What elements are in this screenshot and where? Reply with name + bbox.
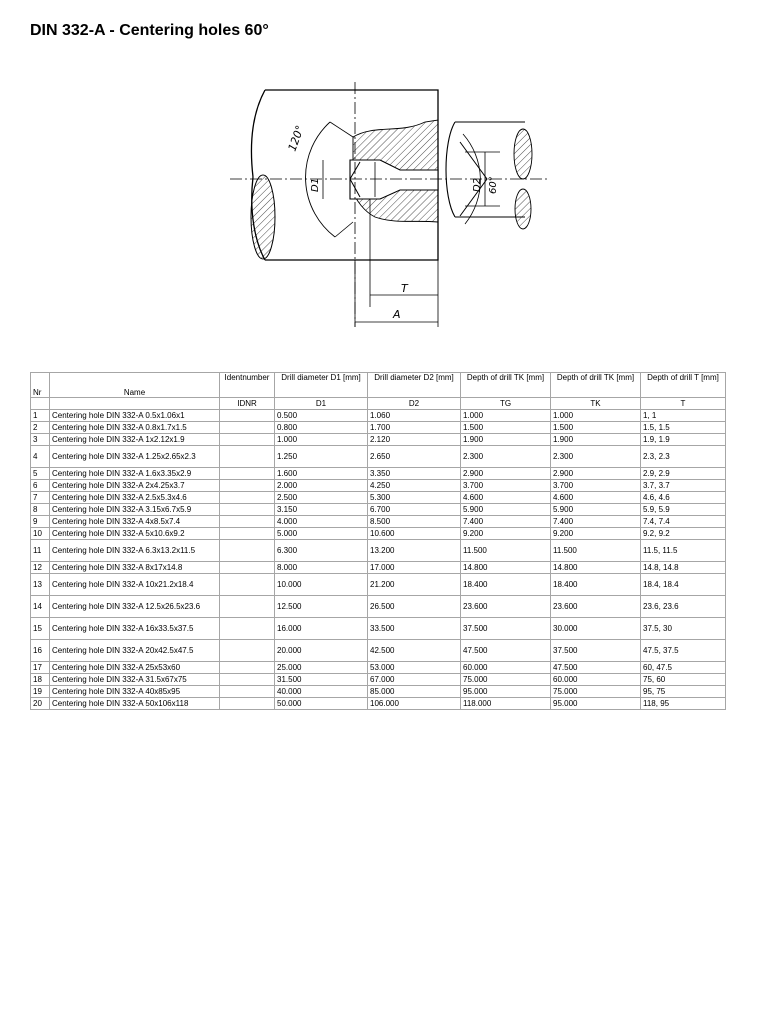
- cell-idnr: [220, 640, 275, 662]
- cell-idnr: [220, 468, 275, 480]
- cell-d1: 20.000: [275, 640, 368, 662]
- cell-d2: 21.200: [368, 574, 461, 596]
- cell-name: Centering hole DIN 332-A 3.15x6.7x5.9: [50, 504, 220, 516]
- table-row: [31, 640, 726, 662]
- cell-tg: 47.500: [461, 640, 551, 662]
- table-row: [31, 698, 726, 710]
- cell-tk: 1.900: [551, 434, 641, 446]
- cell-tk: 4.600: [551, 492, 641, 504]
- cell-name: Centering hole DIN 332-A 25x53x60: [50, 662, 220, 674]
- cell-t: 18.4, 18.4: [641, 574, 726, 596]
- cell-d2: 2.120: [368, 434, 461, 446]
- cell-name: Centering hole DIN 332-A 10x21.2x18.4: [50, 574, 220, 596]
- cell-name: Centering hole DIN 332-A 40x85x95: [50, 686, 220, 698]
- table-row: [31, 480, 726, 492]
- cell-d1: 2.500: [275, 492, 368, 504]
- cell-tk: 23.600: [551, 596, 641, 618]
- label-d1: D1: [310, 177, 321, 192]
- cell-t: 5.9, 5.9: [641, 504, 726, 516]
- cell-tg: 3.700: [461, 480, 551, 492]
- cell-d1: 0.800: [275, 422, 368, 434]
- cell-d2: 26.500: [368, 596, 461, 618]
- cell-t: 60, 47.5: [641, 662, 726, 674]
- cell-tg: 1.000: [461, 410, 551, 422]
- spec-table: [30, 372, 726, 710]
- cell-d1: 0.500: [275, 410, 368, 422]
- cell-tk: 30.000: [551, 618, 641, 640]
- cell-name: Centering hole DIN 332-A 31.5x67x75: [50, 674, 220, 686]
- cell-t: 75, 60: [641, 674, 726, 686]
- subheader-tk: TK: [551, 398, 641, 410]
- cell-t: 1, 1: [641, 410, 726, 422]
- cell-t: 37.5, 30: [641, 618, 726, 640]
- cell-t: 7.4, 7.4: [641, 516, 726, 528]
- header-tk: Depth of drill TK [mm]: [551, 373, 641, 398]
- cell-t: 14.8, 14.8: [641, 562, 726, 574]
- subheader-d2: D2: [368, 398, 461, 410]
- cell-idnr: [220, 516, 275, 528]
- spec-table-body: [31, 410, 726, 710]
- cell-d2: 4.250: [368, 480, 461, 492]
- cell-tk: 2.900: [551, 468, 641, 480]
- table-row: [31, 562, 726, 574]
- technical-drawing: [225, 82, 555, 332]
- table-row: [31, 434, 726, 446]
- cell-t: 9.2, 9.2: [641, 528, 726, 540]
- cell-tk: 47.500: [551, 662, 641, 674]
- cell-nr: 1: [31, 410, 50, 422]
- cell-tg: 18.400: [461, 574, 551, 596]
- cell-name: Centering hole DIN 332-A 16x33.5x37.5: [50, 618, 220, 640]
- cell-tk: 11.500: [551, 540, 641, 562]
- cell-d2: 17.000: [368, 562, 461, 574]
- cell-idnr: [220, 540, 275, 562]
- cell-idnr: [220, 528, 275, 540]
- cell-name: Centering hole DIN 332-A 1.25x2.65x2.3: [50, 446, 220, 468]
- cell-tk: 5.900: [551, 504, 641, 516]
- table-row: [31, 686, 726, 698]
- cell-idnr: [220, 504, 275, 516]
- cell-name: Centering hole DIN 332-A 2.5x5.3x4.6: [50, 492, 220, 504]
- cell-idnr: [220, 674, 275, 686]
- cell-idnr: [220, 434, 275, 446]
- cell-idnr: [220, 662, 275, 674]
- subheader-d1: D1: [275, 398, 368, 410]
- cell-nr: 7: [31, 492, 50, 504]
- header-d1: Drill diameter D1 [mm]: [275, 373, 368, 398]
- cell-tk: 7.400: [551, 516, 641, 528]
- cell-d1: 50.000: [275, 698, 368, 710]
- cell-idnr: [220, 618, 275, 640]
- cell-d1: 6.300: [275, 540, 368, 562]
- subheader-row: [31, 398, 726, 410]
- cell-d1: 4.000: [275, 516, 368, 528]
- cell-tg: 118.000: [461, 698, 551, 710]
- cell-d2: 5.300: [368, 492, 461, 504]
- cell-tk: 9.200: [551, 528, 641, 540]
- cell-tk: 60.000: [551, 674, 641, 686]
- cell-d2: 6.700: [368, 504, 461, 516]
- cell-tg: 1.500: [461, 422, 551, 434]
- header-row: [31, 373, 726, 398]
- cell-tg: 9.200: [461, 528, 551, 540]
- cell-tk: 95.000: [551, 698, 641, 710]
- cell-d2: 10.600: [368, 528, 461, 540]
- subheader-nr: [31, 398, 50, 410]
- cell-d2: 3.350: [368, 468, 461, 480]
- cell-d1: 31.500: [275, 674, 368, 686]
- cell-tg: 2.900: [461, 468, 551, 480]
- cell-d1: 3.150: [275, 504, 368, 516]
- cell-idnr: [220, 596, 275, 618]
- label-t: T: [401, 282, 408, 295]
- cell-nr: 6: [31, 480, 50, 492]
- cell-d2: 33.500: [368, 618, 461, 640]
- cell-tg: 37.500: [461, 618, 551, 640]
- cell-nr: 9: [31, 516, 50, 528]
- cell-t: 95, 75: [641, 686, 726, 698]
- table-row: [31, 574, 726, 596]
- cell-nr: 14: [31, 596, 50, 618]
- label-d2: D2: [472, 177, 483, 192]
- cell-tg: 23.600: [461, 596, 551, 618]
- cell-t: 2.3, 2.3: [641, 446, 726, 468]
- label-angle-60: 60°: [488, 176, 499, 194]
- cell-tg: 75.000: [461, 674, 551, 686]
- cell-idnr: [220, 422, 275, 434]
- cell-tg: 5.900: [461, 504, 551, 516]
- header-tg: Depth of drill TK [mm]: [461, 373, 551, 398]
- cell-t: 118, 95: [641, 698, 726, 710]
- cell-idnr: [220, 698, 275, 710]
- cell-d2: 13.200: [368, 540, 461, 562]
- cell-tg: 4.600: [461, 492, 551, 504]
- centering-hole-drawing: [225, 82, 555, 327]
- label-angle-120: 120°: [285, 123, 307, 154]
- cell-nr: 10: [31, 528, 50, 540]
- cell-name: Centering hole DIN 332-A 20x42.5x47.5: [50, 640, 220, 662]
- cell-d2: 2.650: [368, 446, 461, 468]
- cell-name: Centering hole DIN 332-A 4x8.5x7.4: [50, 516, 220, 528]
- table-row: [31, 528, 726, 540]
- cell-tk: 1.000: [551, 410, 641, 422]
- cell-name: Centering hole DIN 332-A 0.8x1.7x1.5: [50, 422, 220, 434]
- subheader-tg: TG: [461, 398, 551, 410]
- cell-d2: 106.000: [368, 698, 461, 710]
- cell-d1: 12.500: [275, 596, 368, 618]
- cell-d1: 1.000: [275, 434, 368, 446]
- cell-d1: 1.600: [275, 468, 368, 480]
- cell-tg: 7.400: [461, 516, 551, 528]
- cell-nr: 2: [31, 422, 50, 434]
- cell-nr: 3: [31, 434, 50, 446]
- cell-name: Centering hole DIN 332-A 12.5x26.5x23.6: [50, 596, 220, 618]
- cell-idnr: [220, 410, 275, 422]
- cell-t: 47.5, 37.5: [641, 640, 726, 662]
- cell-nr: 19: [31, 686, 50, 698]
- table-row: [31, 492, 726, 504]
- left-break-section: [251, 175, 275, 259]
- cell-nr: 5: [31, 468, 50, 480]
- cell-name: Centering hole DIN 332-A 0.5x1.06x1: [50, 410, 220, 422]
- cell-name: Centering hole DIN 332-A 6.3x13.2x11.5: [50, 540, 220, 562]
- cell-tk: 18.400: [551, 574, 641, 596]
- cell-t: 2.9, 2.9: [641, 468, 726, 480]
- table-row: [31, 540, 726, 562]
- cell-tg: 2.300: [461, 446, 551, 468]
- cell-d1: 40.000: [275, 686, 368, 698]
- table-row: [31, 674, 726, 686]
- cell-name: Centering hole DIN 332-A 50x106x118: [50, 698, 220, 710]
- cell-d2: 53.000: [368, 662, 461, 674]
- cell-nr: 16: [31, 640, 50, 662]
- cell-idnr: [220, 480, 275, 492]
- cell-d1: 16.000: [275, 618, 368, 640]
- cell-nr: 17: [31, 662, 50, 674]
- table-row: [31, 516, 726, 528]
- cell-d2: 1.700: [368, 422, 461, 434]
- cell-tg: 60.000: [461, 662, 551, 674]
- cell-t: 11.5, 11.5: [641, 540, 726, 562]
- cell-tk: 14.800: [551, 562, 641, 574]
- table-row: [31, 662, 726, 674]
- cell-idnr: [220, 492, 275, 504]
- cell-name: Centering hole DIN 332-A 1.6x3.35x2.9: [50, 468, 220, 480]
- header-d2: Drill diameter D2 [mm]: [368, 373, 461, 398]
- cell-nr: 12: [31, 562, 50, 574]
- cell-idnr: [220, 686, 275, 698]
- cell-idnr: [220, 574, 275, 596]
- cell-nr: 13: [31, 574, 50, 596]
- cell-d1: 5.000: [275, 528, 368, 540]
- cell-d2: 1.060: [368, 410, 461, 422]
- cell-d2: 8.500: [368, 516, 461, 528]
- table-row: [31, 422, 726, 434]
- cell-tg: 11.500: [461, 540, 551, 562]
- header-nr: Nr: [31, 373, 50, 398]
- cell-nr: 15: [31, 618, 50, 640]
- cell-nr: 20: [31, 698, 50, 710]
- cell-d1: 25.000: [275, 662, 368, 674]
- cell-d1: 2.000: [275, 480, 368, 492]
- page-title: DIN 332-A - Centering holes 60°: [30, 22, 269, 39]
- cell-d2: 42.500: [368, 640, 461, 662]
- header-identnumber: Identnumber: [220, 373, 275, 398]
- cell-tk: 37.500: [551, 640, 641, 662]
- cell-tg: 95.000: [461, 686, 551, 698]
- cell-name: Centering hole DIN 332-A 2x4.25x3.7: [50, 480, 220, 492]
- cell-t: 4.6, 4.6: [641, 492, 726, 504]
- cell-name: Centering hole DIN 332-A 1x2.12x1.9: [50, 434, 220, 446]
- cell-t: 23.6, 23.6: [641, 596, 726, 618]
- subheader-name: [50, 398, 220, 410]
- label-a: A: [393, 308, 401, 321]
- cell-tg: 14.800: [461, 562, 551, 574]
- subheader-t: T: [641, 398, 726, 410]
- cell-d2: 67.000: [368, 674, 461, 686]
- cell-nr: 18: [31, 674, 50, 686]
- cell-name: Centering hole DIN 332-A 8x17x14.8: [50, 562, 220, 574]
- header-t: Depth of drill T [mm]: [641, 373, 726, 398]
- cell-t: 1.5, 1.5: [641, 422, 726, 434]
- cell-nr: 8: [31, 504, 50, 516]
- cell-d1: 8.000: [275, 562, 368, 574]
- cell-tk: 2.300: [551, 446, 641, 468]
- table-row: [31, 596, 726, 618]
- cell-idnr: [220, 562, 275, 574]
- cell-d1: 1.250: [275, 446, 368, 468]
- cell-tg: 1.900: [461, 434, 551, 446]
- cell-tk: 3.700: [551, 480, 641, 492]
- header-name: Name: [50, 373, 220, 398]
- table-row: [31, 618, 726, 640]
- right-shaft: [446, 122, 525, 217]
- subheader-idnr: IDNR: [220, 398, 275, 410]
- cell-nr: 11: [31, 540, 50, 562]
- cell-t: 3.7, 3.7: [641, 480, 726, 492]
- cell-name: Centering hole DIN 332-A 5x10.6x9.2: [50, 528, 220, 540]
- cell-nr: 4: [31, 446, 50, 468]
- table-row: [31, 468, 726, 480]
- cell-d2: 85.000: [368, 686, 461, 698]
- table-row: [31, 410, 726, 422]
- cell-tk: 1.500: [551, 422, 641, 434]
- cell-t: 1.9, 1.9: [641, 434, 726, 446]
- cell-d1: 10.000: [275, 574, 368, 596]
- table-row: [31, 446, 726, 468]
- cell-tk: 75.000: [551, 686, 641, 698]
- cell-idnr: [220, 446, 275, 468]
- table-row: [31, 504, 726, 516]
